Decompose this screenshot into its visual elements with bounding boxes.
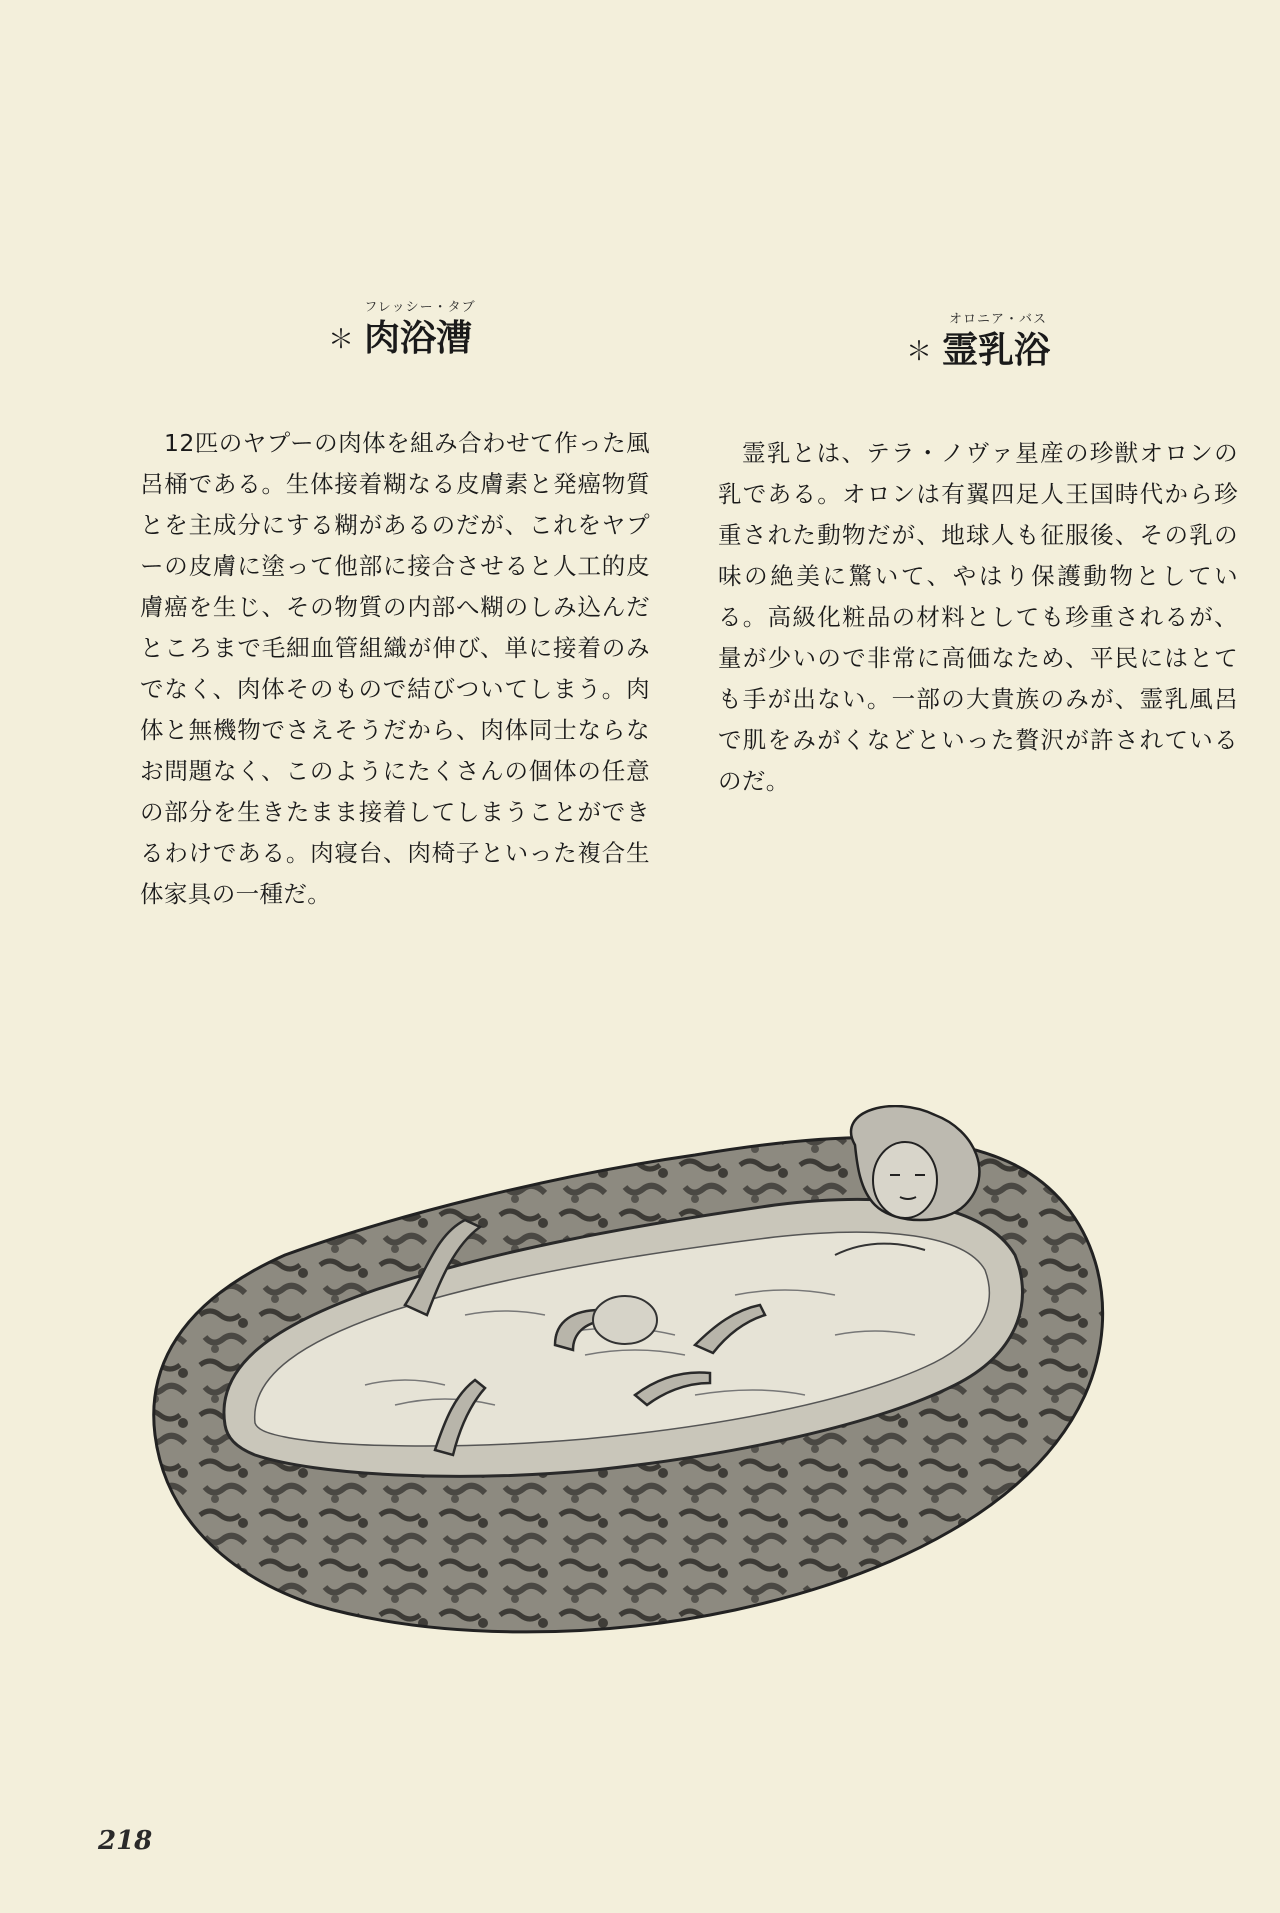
section-title: 霊乳浴 <box>942 330 1051 371</box>
asterisk-icon: ＊ <box>905 337 932 367</box>
section-flesh-tub <box>140 300 660 939</box>
section-heading <box>718 328 1238 377</box>
section-body: 12匹のヤプーの肉体を組み合わせて作った風呂桶である。生体接着糊なる皮膚素と発癌物質とを主成分にする糊があるのだが、これをヤプーの皮膚に塗って他部に接合させると人工的皮膚癌を生じ、その物質の内部へ糊のしみ込んだところまで毛細血管組織が伸び、単に接着のみでなく、肉体そのもので結びついてしまう。肉体と無機物でさえそうだから、肉体同士ならなお問題なく、このようにたくさんの個体の任意の部分を生きたまま接着してしまうことができるわけである。肉寝台、肉椅子といった複合生体家具の一種だ。 <box>140 429 650 908</box>
page-number: 218 <box>98 1826 153 1856</box>
section-oronia-bath <box>718 300 1238 826</box>
asterisk-icon: ＊ <box>327 325 354 355</box>
heading-ruby: フレッシー・タブ <box>364 300 476 315</box>
heading-ruby: オロニア・バス <box>948 312 1047 327</box>
section-title: 肉浴漕 <box>364 318 473 359</box>
flesh-tub-illustration <box>135 1105 1115 1650</box>
section-body: 霊乳とは、テラ・ノヴァ星産の珍獣オロンの乳である。オロンは有翼四足人王国時代から珍重された動物だが、地球人も征服後、その乳の味の絶美に驚いて、やはり保護動物としている。高級化粧品の材料としても珍重されるが、量が少いので非常に高価なため、平民にはとても手が出ない。一部の大貴族のみが、霊乳風呂で肌をみがくなどといった贅沢が許されているのだ。 <box>718 439 1238 795</box>
submerged-head <box>593 1296 657 1344</box>
section-heading <box>140 316 660 365</box>
